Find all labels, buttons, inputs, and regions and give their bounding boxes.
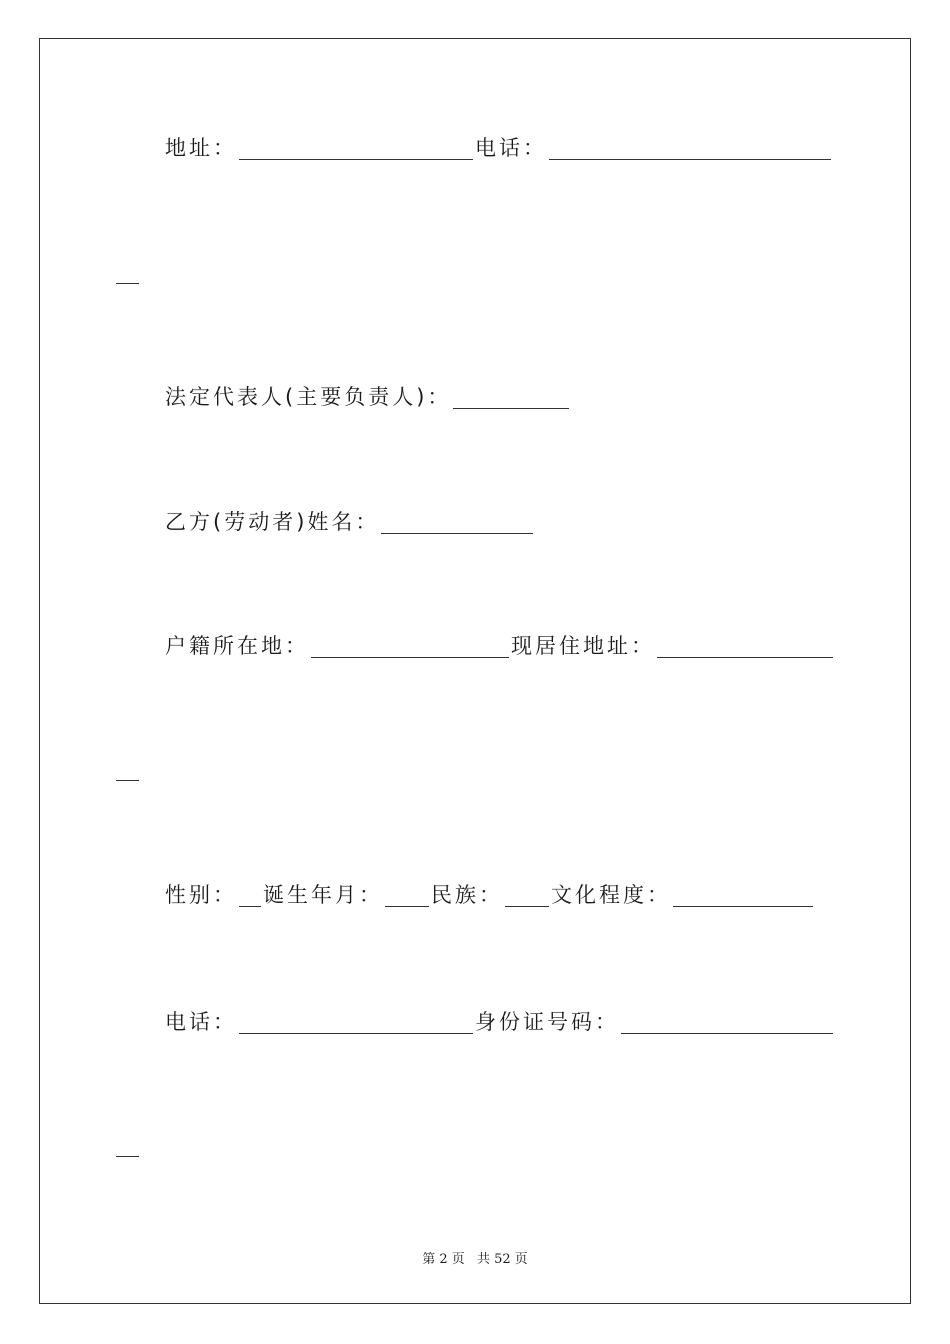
page-number: 第 2 页 [422,1252,465,1267]
employer-contact-row [165,132,833,162]
birth-label: 诞生年月： [263,883,383,907]
employer-phone-label: 电话： [475,136,547,160]
employer-address-label: 地址： [165,136,237,160]
continuation-dash [116,780,139,781]
gender-field[interactable] [239,884,261,907]
education-label: 文化程度： [551,883,671,907]
continuation-dash [116,283,139,284]
current-address-field[interactable] [657,635,833,658]
legal-rep-row [165,381,571,411]
hukou-label: 户籍所在地： [165,634,309,658]
employee-name-label: 乙方(劳动者)姓名： [165,510,380,534]
employee-phone-field[interactable] [239,1011,473,1034]
employee-name-field[interactable] [381,511,533,534]
legal-rep-field[interactable] [453,386,569,409]
residence-row [165,630,835,660]
id-number-field[interactable] [621,1011,833,1034]
current-address-label: 现居住地址： [511,634,655,658]
page-total: 共 52 页 [476,1252,528,1267]
legal-rep-label: 法定代表人(主要负责人)： [165,385,452,409]
employee-name-row [165,506,535,536]
personal-info-row [165,879,815,909]
employee-contact-row [165,1006,835,1036]
birth-field[interactable] [385,884,429,907]
hukou-field[interactable] [311,635,509,658]
education-field[interactable] [673,884,813,907]
employer-address-field[interactable] [239,137,473,160]
employee-phone-label: 电话： [165,1010,237,1034]
gender-label: 性别： [165,883,237,907]
employer-phone-field[interactable] [549,137,831,160]
id-number-label: 身份证号码： [475,1010,619,1034]
ethnicity-label: 民族： [431,883,503,907]
continuation-dash [116,1156,139,1157]
page-footer [0,1248,950,1267]
page-frame [39,38,911,1304]
ethnicity-field[interactable] [505,884,549,907]
